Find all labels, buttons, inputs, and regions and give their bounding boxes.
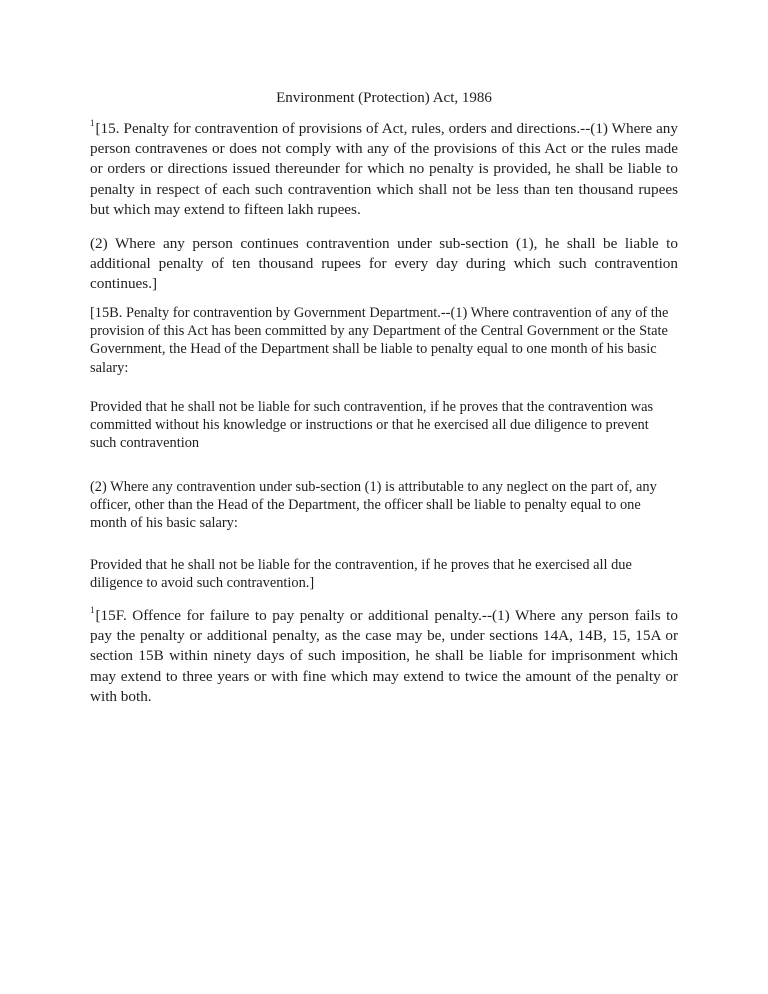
paragraph-section-15b: [15B. Penalty for contravention by Government Department.--(1) Where contravention of any of the provision of this Act has been committed by any Department of the Central Government or the State Government, the Head of the Department shall be liable to penalty equal to one month of his basic salary: — [90, 305, 669, 376]
paragraph-section-15-subsection-2: (2) Where any person continues contravention under sub-section (1), he shall be liable to additional penalty of ten thousand rupees for every day during which such contravention continues.] — [90, 235, 678, 293]
footnote-marker: 1 — [90, 118, 95, 128]
section-15-text: [15. Penalty for contravention of provisions of Act, rules, orders and directions.--(1) Where any person contravenes or does not comply with any of the provisions of this Act or the rules made or orders or directions issued thereunder for which no penalty is provided, he shall be liable to penalty in respect of each such contravention which shall not be less than ten thousand rupees but which may extend to fifteen lakh rupees. — [90, 120, 678, 218]
paragraph-section-15f — [90, 606, 678, 707]
paragraph-section-15b-subsection-2-proviso: Provided that he shall not be liable for the contravention, if he proves that he exercised all due diligence to avoid such contravention.] — [90, 557, 632, 592]
paragraph-section-15 — [90, 119, 678, 220]
section-15f-text: [15F. Offence for failure to pay penalty or additional penalty.--(1) Where any person fails to pay the penalty or additional penalty, as the case may be, under sections 14A, 14B, 15, 15A or section 15B within ninety days of such imposition, he shall be liable for imprisonment which may extend to three years or with fine which may extend to twice the amount of the penalty or with both. — [90, 607, 678, 705]
paragraph-section-15b-proviso: Provided that he shall not be liable for such contravention, if he proves that the contravention was committed without his knowledge or instructions or that he exercised all due diligence to prevent such contravention — [90, 399, 654, 452]
paragraph-section-15b-subsection-2: (2) Where any contravention under sub-section (1) is attributable to any neglect on the part of, any officer, other than the Head of the Department, the officer shall be liable to penalty equal to one month of his basic salary: — [90, 479, 657, 532]
document-title: Environment (Protection) Act, 1986 — [276, 90, 492, 106]
footnote-marker: 1 — [90, 605, 95, 615]
